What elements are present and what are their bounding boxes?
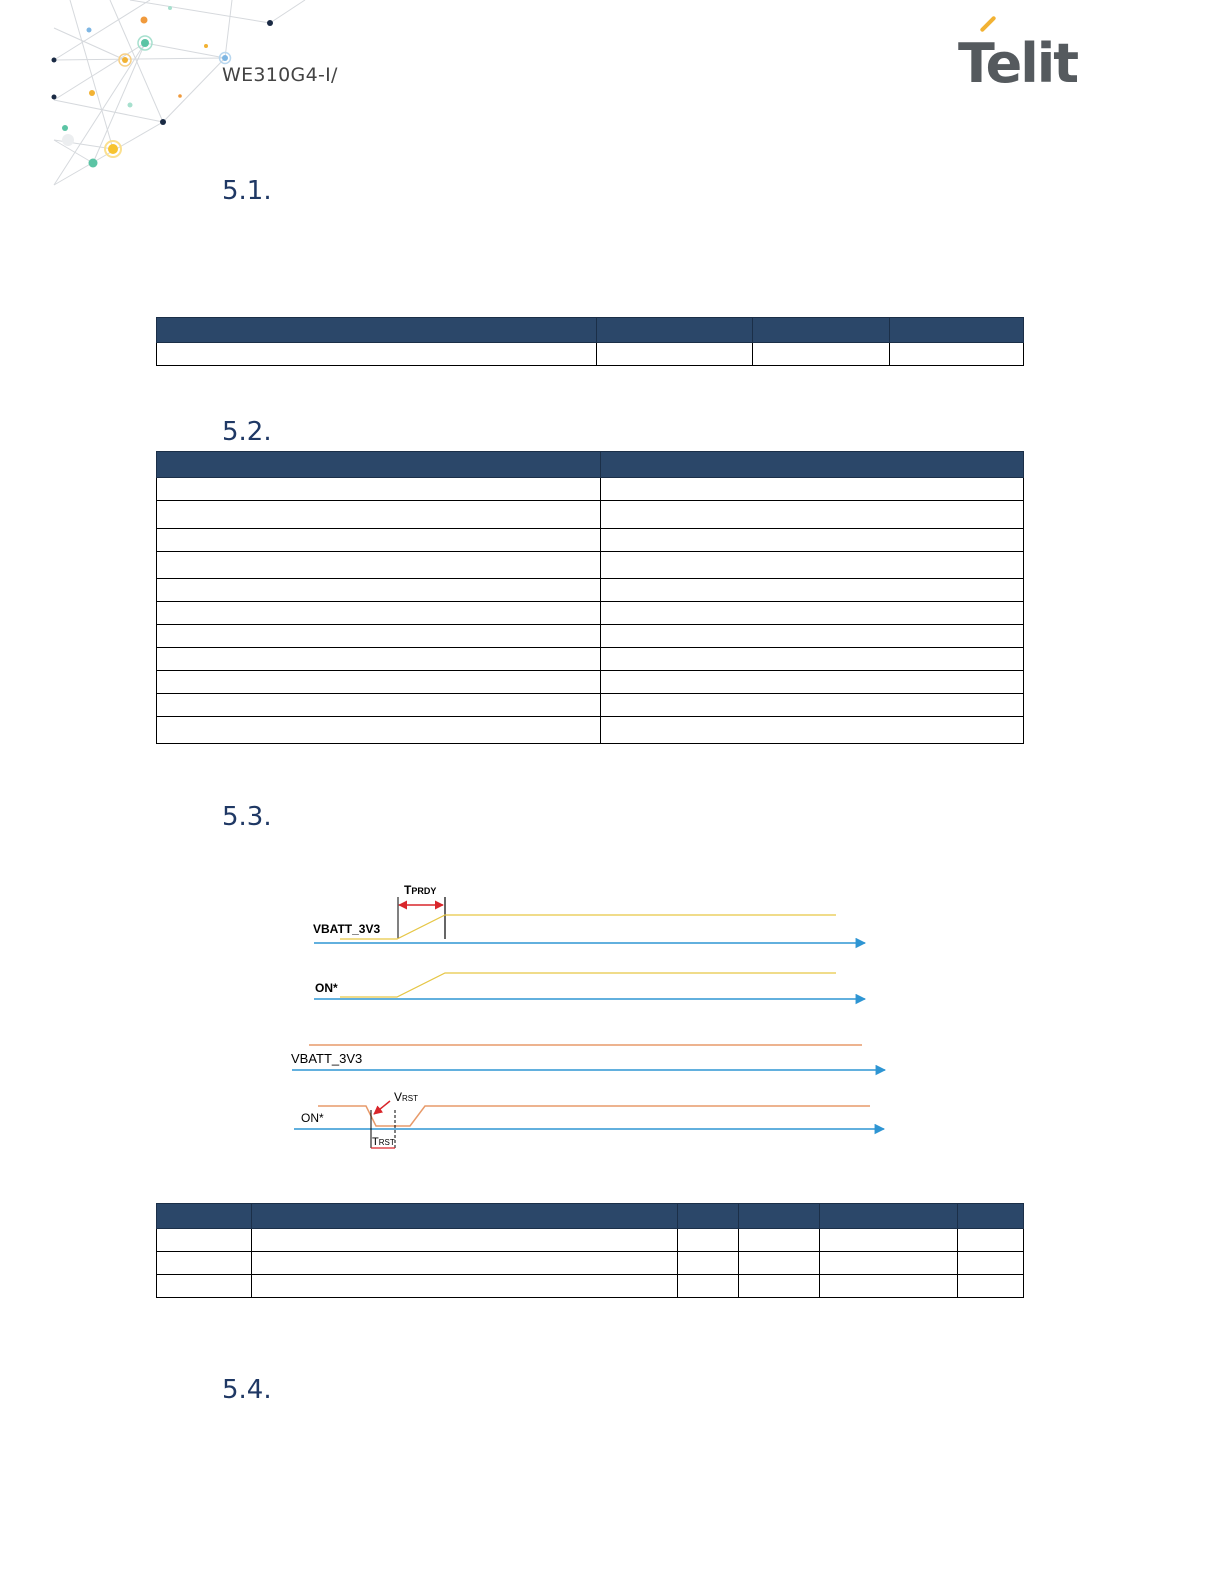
table-cell [601,602,1024,625]
table-cell [157,1275,252,1298]
table-row [157,648,1024,671]
table-cell [157,694,601,717]
table-5-2 [156,451,1024,744]
table-cell [601,579,1024,602]
section-heading-5-1: 5.1. [222,176,272,206]
vrst-label-main: V [394,1090,403,1104]
section-heading-5-2: 5.2. [222,417,272,447]
top-on-label: ON* [315,981,338,995]
table-cell [157,717,601,744]
logo-accent-mark [980,16,997,33]
table-header-cell [157,318,597,343]
table-header-cell [678,1204,739,1229]
section-heading-5-3: 5.3. [222,802,272,832]
table-header-cell [753,318,890,343]
network-decoration [0,0,320,200]
table-row [157,501,1024,529]
table-cell [601,552,1024,579]
table-cell [601,671,1024,694]
table-row [157,579,1024,602]
table-cell [890,343,1024,366]
table-cell [753,343,890,366]
table-cell [252,1252,678,1275]
table-cell [601,694,1024,717]
table-row [157,552,1024,579]
table-row [157,478,1024,501]
table-row [157,625,1024,648]
table-cell [958,1275,1024,1298]
table-row [157,1252,1024,1275]
table-header-cell [157,452,601,478]
table-cell [157,602,601,625]
table-cell [958,1229,1024,1252]
table-cell [157,625,601,648]
vrst-label [394,1090,418,1104]
table-cell [157,343,597,366]
table-header-row [157,452,1024,478]
table-header-cell [739,1204,820,1229]
table-5-3 [156,1203,1024,1298]
table-row [157,1229,1024,1252]
table-cell [678,1275,739,1298]
bottom-on-label: ON* [301,1111,324,1125]
table-5-1 [156,317,1024,366]
table-cell [601,648,1024,671]
table-header-cell [252,1204,678,1229]
table-cell [601,478,1024,501]
vrst-label-sub: RST [402,1094,419,1103]
table-cell [252,1275,678,1298]
table-header-cell [820,1204,958,1229]
table-cell [252,1229,678,1252]
table-header-row [157,318,1024,343]
trst-label [372,1136,395,1148]
table-cell [739,1252,820,1275]
tprdy-label-main: T [404,883,412,897]
table-header-cell [958,1204,1024,1229]
table-cell [157,1252,252,1275]
table-header-cell [601,452,1024,478]
vrst-pointer-arrow [374,1101,390,1114]
table-cell [601,625,1024,648]
logo-text: Telit [958,32,1078,95]
table-cell [678,1229,739,1252]
table-row [157,694,1024,717]
top-on-signal [340,973,836,997]
table-header-cell [157,1204,252,1229]
section-heading-5-4: 5.4. [222,1375,272,1405]
table-cell [820,1252,958,1275]
top-vbatt-label: VBATT_3V3 [313,922,381,936]
tprdy-label [404,883,436,897]
table-cell [157,648,601,671]
bottom-vbatt-label: VBATT_3V3 [291,1051,363,1066]
table-cell [157,579,601,602]
table-row [157,529,1024,552]
table-cell [601,529,1024,552]
table-cell [958,1252,1024,1275]
table-cell [157,501,601,529]
table-row [157,602,1024,625]
table-cell [820,1229,958,1252]
telit-logo [952,14,1076,94]
table-cell [157,552,601,579]
table-cell [601,501,1024,529]
table-cell [601,717,1024,744]
table-row [157,717,1024,744]
table-cell [157,478,601,501]
top-vbatt-signal [340,915,836,939]
table-cell [597,343,753,366]
table-row [157,1275,1024,1298]
table-row [157,671,1024,694]
table-cell [820,1275,958,1298]
document-title: WE310G4-I/ [222,64,338,86]
table-cell [678,1252,739,1275]
table-header-cell [890,318,1024,343]
table-row [157,343,1024,366]
tprdy-label-sub: PRDY [411,886,437,896]
trst-label-sub: RST [378,1138,395,1147]
table-cell [739,1275,820,1298]
table-cell [157,1229,252,1252]
table-header-cell [597,318,753,343]
table-header-row [157,1204,1024,1229]
table-cell [739,1229,820,1252]
table-cell [157,671,601,694]
trst-label-main: T [372,1136,379,1148]
bottom-on-signal [318,1106,870,1126]
power-on-timing-diagram [280,875,900,1155]
table-cell [157,529,601,552]
